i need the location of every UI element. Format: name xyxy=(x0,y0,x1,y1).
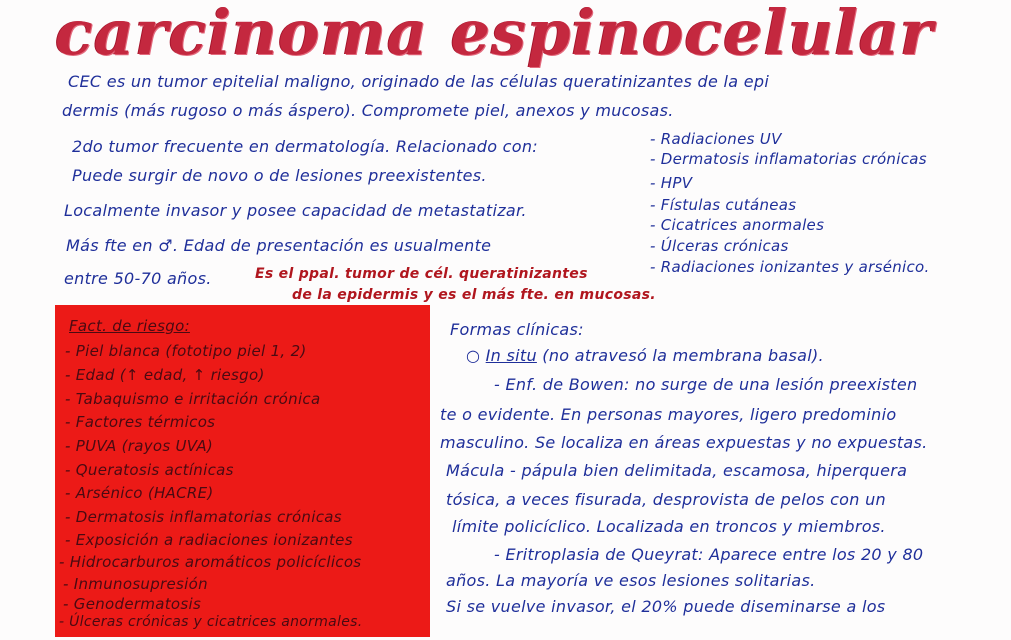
in-situ-description: (no atravesó la membrana basal). xyxy=(536,346,824,365)
risk-factor-item: - Edad (↑ edad, ↑ riesgo) xyxy=(65,366,265,384)
risk-factor-item: - Queratosis actínicas xyxy=(65,461,234,479)
clinical-line: masculino. Se localiza en áreas expuestas y no expuestas. xyxy=(440,433,928,452)
intro-line-2: dermis (más rugoso o más áspero). Compromete piel, anexos y mucosas. xyxy=(62,101,674,120)
left-note-5: entre 50-70 años. xyxy=(64,269,212,288)
clinical-line: - Enf. de Bowen: no surge de una lesión preexisten xyxy=(494,375,918,394)
left-note-4: Más fte en ♂. Edad de presentación es usualmente xyxy=(66,236,492,255)
clinical-line: Si se vuelve invasor, el 20% puede diseminarse a los xyxy=(446,597,886,616)
bullet-icon: ○ xyxy=(466,346,486,365)
risk-factor-item: - Piel blanca (fototipo piel 1, 2) xyxy=(65,342,307,360)
in-situ-label: In situ xyxy=(485,346,537,365)
related-item-1: - Radiaciones UV xyxy=(650,130,782,148)
in-situ-line xyxy=(466,346,824,365)
related-item-2: - Dermatosis inflamatorias crónicas xyxy=(650,150,927,168)
risk-factor-item: - Arsénico (HACRE) xyxy=(65,484,214,502)
clinical-line: tósica, a veces fisurada, desprovista de pelos con un xyxy=(446,490,886,509)
related-item-6: - Úlceras crónicas xyxy=(650,237,789,255)
clinical-line: años. La mayoría ve esos lesiones solitarias. xyxy=(446,571,816,590)
risk-factor-item: - Factores térmicos xyxy=(65,413,216,431)
left-note-2: Puede surgir de novo o de lesiones preexistentes. xyxy=(72,166,487,185)
related-item-5: - Cicatrices anormales xyxy=(650,216,825,234)
clinical-line: te o evidente. En personas mayores, ligero predominio xyxy=(440,405,897,424)
risk-factor-item: - Inmunosupresión xyxy=(63,575,208,593)
risk-factors-note xyxy=(55,305,430,637)
risk-factor-item: - Genodermatosis xyxy=(63,595,202,613)
risk-factor-item: - Hidrocarburos aromáticos policíclicos xyxy=(59,553,362,571)
clinical-line: - Eritroplasia de Queyrat: Aparece entre los 20 y 80 xyxy=(494,545,924,564)
clinical-line: Mácula - pápula bien delimitada, escamosa, hiperquera xyxy=(446,461,908,480)
page-title: carcinoma espinocelular xyxy=(55,0,934,69)
clinical-line: límite policíclico. Localizada en troncos y miembros. xyxy=(452,517,886,536)
left-note-3: Localmente invasor y posee capacidad de metastatizar. xyxy=(64,201,527,220)
clinical-forms-heading: Formas clínicas: xyxy=(450,320,584,339)
risk-factor-item: - Dermatosis inflamatorias crónicas xyxy=(65,508,342,526)
risk-factor-item: - Exposición a radiaciones ionizantes xyxy=(65,531,353,549)
risk-factor-item: - PUVA (rayos UVA) xyxy=(65,437,214,455)
red-note-line-1: Es el ppal. tumor de cél. queratinizantes xyxy=(255,266,588,282)
left-note-1: 2do tumor frecuente en dermatología. Relacionado con: xyxy=(72,137,538,156)
risk-factor-item: - Úlceras crónicas y cicatrices anormales. xyxy=(59,614,363,630)
intro-line-1: CEC es un tumor epitelial maligno, originado de las células queratinizantes de la epi xyxy=(68,72,770,91)
red-note-line-2: de la epidermis y es el más fte. en mucosas. xyxy=(292,287,656,303)
risk-factor-item: - Tabaquismo e irritación crónica xyxy=(65,390,321,408)
related-item-7: - Radiaciones ionizantes y arsénico. xyxy=(650,258,930,276)
risk-factors-heading: Fact. de riesgo: xyxy=(69,317,190,335)
related-item-4: - Fístulas cutáneas xyxy=(650,196,797,214)
related-item-3: - HPV xyxy=(650,174,693,192)
